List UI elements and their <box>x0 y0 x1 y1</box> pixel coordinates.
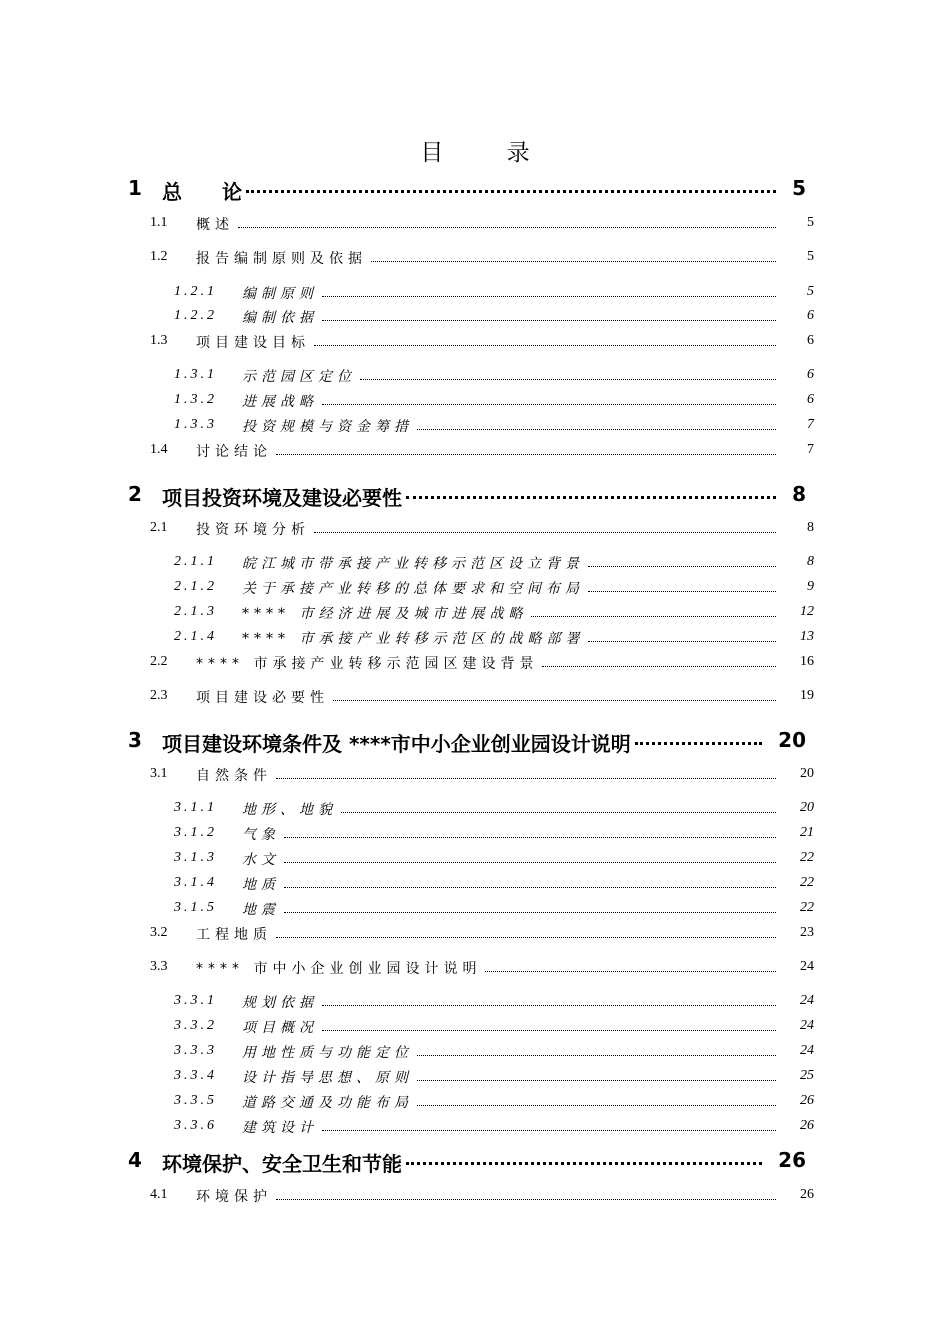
toc-entry-label: 地形、地貌 <box>242 802 337 818</box>
toc-entry-number: 2.1.3 <box>174 604 217 619</box>
toc-entry-label: 编制原则 <box>242 286 318 302</box>
toc-entry[interactable] <box>0 1041 950 1069</box>
toc-entry-number: 3.3 <box>150 959 168 974</box>
toc-entry-label: 建筑设计 <box>242 1120 318 1136</box>
toc-entry-number: 3.1.3 <box>174 850 217 865</box>
toc-dot-leader <box>322 1030 776 1031</box>
toc-dot-leader <box>531 616 776 617</box>
toc-entry-label: 报告编制原则及依据 <box>196 251 367 267</box>
toc-entry-page: 22 <box>800 850 814 865</box>
toc-entry[interactable] <box>0 898 950 926</box>
toc-entry-number: 2 <box>128 482 142 506</box>
toc-dot-leader <box>284 862 776 863</box>
toc-dot-leader <box>417 1055 776 1056</box>
toc-entry-number: 1.2.1 <box>174 284 217 299</box>
toc-entry-label: 水文 <box>242 852 280 868</box>
toc-entry-label: 用地性质与功能定位 <box>242 1045 413 1061</box>
toc-entry[interactable] <box>0 764 950 792</box>
toc-dot-leader <box>314 532 776 533</box>
toc-entry-label: 项目概况 <box>242 1020 318 1036</box>
toc-entry-number: 1.3.2 <box>174 392 217 407</box>
toc-entry-page: 24 <box>800 1043 814 1058</box>
toc-entry-label: **** 市承接产业转移示范区的战略部署 <box>242 631 585 647</box>
toc-entry-number: 3.1.1 <box>174 800 217 815</box>
toc-entry-label: 项目建设目标 <box>196 335 310 351</box>
toc-entry[interactable] <box>0 518 950 546</box>
toc-dot-leader <box>333 700 776 701</box>
toc-entry-label: **** 市经济进展及城市进展战略 <box>242 606 528 622</box>
toc-entry-page: 7 <box>807 442 814 457</box>
toc-entry-number: 3.3.3 <box>174 1043 217 1058</box>
toc-entry-number: 1.2 <box>150 249 168 264</box>
toc-entry[interactable] <box>0 923 950 951</box>
toc-entry-page: 26 <box>800 1093 814 1108</box>
toc-entry-page: 5 <box>807 215 814 230</box>
toc-entry[interactable] <box>0 823 950 851</box>
toc-dot-leader <box>276 937 776 938</box>
toc-entry-number: 3.3.1 <box>174 993 217 1008</box>
toc-entry-label: 关于承接产业转移的总体要求和空间布局 <box>242 581 584 597</box>
toc-dot-leader <box>588 641 776 642</box>
toc-entry-page: 6 <box>807 333 814 348</box>
toc-entry-label: 项目建设必要性 <box>196 690 329 706</box>
toc-dot-leader <box>322 1130 776 1131</box>
toc-entry-page: 9 <box>807 579 814 594</box>
toc-entry-page: 5 <box>786 176 806 200</box>
toc-dot-leader <box>246 190 776 193</box>
toc-entry-page: 16 <box>800 654 814 669</box>
toc-entry[interactable] <box>0 1148 950 1176</box>
toc-entry[interactable] <box>0 873 950 901</box>
toc-entry-label: 环境保护、安全卫生和节能 <box>162 1152 402 1176</box>
toc-dot-leader <box>314 345 776 346</box>
toc-entry-number: 2.1.4 <box>174 629 217 644</box>
toc-entry-number: 2.2 <box>150 654 168 669</box>
toc-entry-number: 4.1 <box>150 1187 168 1202</box>
toc-entry-page: 22 <box>800 900 814 915</box>
toc-dot-leader <box>276 778 776 779</box>
toc-entry-number: 1.1 <box>150 215 168 230</box>
toc-entry[interactable] <box>0 1091 950 1119</box>
toc-entry-label: **** 市中小企业创业园设计说明 <box>196 961 482 977</box>
toc-entry-label: 工程地质 <box>196 927 272 943</box>
toc-entry-page: 26 <box>800 1187 814 1202</box>
toc-entry-label: 总 论 <box>162 180 242 204</box>
toc-entry[interactable] <box>0 627 950 655</box>
toc-dot-leader <box>406 1162 762 1165</box>
toc-entry-number: 2.3 <box>150 688 168 703</box>
toc-entry-number: 1.3.3 <box>174 417 217 432</box>
toc-entry[interactable] <box>0 652 950 680</box>
toc-entry[interactable] <box>0 213 950 241</box>
toc-entry-page: 20 <box>800 800 814 815</box>
toc-entry-number: 3.1.4 <box>174 875 217 890</box>
toc-dot-leader <box>284 887 776 888</box>
toc-entry-page: 24 <box>800 959 814 974</box>
toc-entry-page: 12 <box>800 604 814 619</box>
toc-entry-page: 20 <box>772 728 806 752</box>
toc-entry-page: 24 <box>800 1018 814 1033</box>
toc-entry-number: 1.4 <box>150 442 168 457</box>
toc-entry-page: 5 <box>807 249 814 264</box>
toc-entry[interactable] <box>0 991 950 1019</box>
toc-dot-leader <box>635 742 762 745</box>
toc-entry-page: 13 <box>800 629 814 644</box>
toc-entry-label: 自然条件 <box>196 768 272 784</box>
toc-entry-page: 20 <box>800 766 814 781</box>
toc-entry-label: 皖江城市带承接产业转移示范区设立背景 <box>242 556 584 572</box>
toc-entry-number: 4 <box>128 1148 142 1172</box>
toc-entry-label: 编制依据 <box>242 310 318 326</box>
toc-entry[interactable] <box>0 247 950 275</box>
toc-dot-leader <box>322 1005 776 1006</box>
toc-entry-label: 投资环境分析 <box>196 522 310 538</box>
toc-entry-label: 地质 <box>242 877 280 893</box>
toc-entry-page: 19 <box>800 688 814 703</box>
toc-dot-leader <box>284 912 776 913</box>
toc-entry-page: 8 <box>786 482 806 506</box>
toc-entry-number: 1.3.1 <box>174 367 217 382</box>
toc-entry[interactable] <box>0 415 950 443</box>
toc-entry[interactable] <box>0 365 950 393</box>
toc-entry-label: 规划依据 <box>242 995 318 1011</box>
toc-entry-number: 3.1.5 <box>174 900 217 915</box>
toc-entry-number: 3.3.6 <box>174 1118 217 1133</box>
toc-title: 目 录 <box>420 140 558 166</box>
toc-entry-page: 8 <box>807 520 814 535</box>
toc-entry[interactable] <box>0 390 950 418</box>
toc-entry[interactable] <box>0 848 950 876</box>
toc-dot-leader <box>417 429 776 430</box>
toc-dot-leader <box>542 666 776 667</box>
toc-entry-number: 3.3.2 <box>174 1018 217 1033</box>
toc-entry-label: 设计指导思想、原则 <box>242 1070 413 1086</box>
toc-entry-page: 24 <box>800 993 814 1008</box>
toc-entry-label: 示范园区定位 <box>242 369 356 385</box>
toc-entry[interactable] <box>0 798 950 826</box>
toc-dot-leader <box>276 1199 776 1200</box>
toc-entry[interactable] <box>0 1116 950 1144</box>
toc-entry-number: 2.1.1 <box>174 554 217 569</box>
toc-entry-label: 概述 <box>196 217 234 233</box>
toc-entry-number: 3.3.5 <box>174 1093 217 1108</box>
toc-entry-number: 3 <box>128 728 142 752</box>
toc-entry-page: 7 <box>807 417 814 432</box>
toc-dot-leader <box>276 454 776 455</box>
toc-entry-page: 6 <box>807 308 814 323</box>
toc-entry[interactable] <box>0 306 950 334</box>
toc-entry-page: 6 <box>807 392 814 407</box>
toc-entry[interactable] <box>0 552 950 580</box>
toc-entry-page: 21 <box>800 825 814 840</box>
toc-entry-page: 5 <box>807 284 814 299</box>
toc-entry-label: 环境保护 <box>196 1189 272 1205</box>
toc-entry[interactable] <box>0 686 950 714</box>
toc-entry[interactable] <box>0 1016 950 1044</box>
toc-entry-number: 3.1.2 <box>174 825 217 840</box>
toc-dot-leader <box>588 566 776 567</box>
toc-entry-number: 2.1 <box>150 520 168 535</box>
toc-entry-number: 1 <box>128 176 142 200</box>
toc-entry-label: 投资规模与资金筹措 <box>242 419 413 435</box>
toc-entry-number: 3.3.4 <box>174 1068 217 1083</box>
toc-entry[interactable] <box>0 440 950 468</box>
toc-entry[interactable] <box>0 577 950 605</box>
toc-entry[interactable] <box>0 957 950 985</box>
toc-dot-leader <box>360 379 776 380</box>
toc-dot-leader <box>417 1080 776 1081</box>
toc-dot-leader <box>238 227 776 228</box>
toc-entry-page: 23 <box>800 925 814 940</box>
toc-entry-label: 道路交通及功能布局 <box>242 1095 413 1111</box>
toc-dot-leader <box>417 1105 776 1106</box>
toc-entry[interactable] <box>0 1185 950 1213</box>
toc-entry-label: 项目建设环境条件及 ****市中小企业创业园设计说明 <box>162 732 631 756</box>
toc-dot-leader <box>406 496 776 499</box>
toc-entry-label: 项目投资环境及建设必要性 <box>162 486 402 510</box>
toc-entry[interactable] <box>0 482 950 510</box>
toc-entry-label: 气象 <box>242 827 280 843</box>
toc-entry-label: 讨论结论 <box>196 444 272 460</box>
toc-entry[interactable] <box>0 331 950 359</box>
toc-entry-page: 26 <box>772 1148 806 1172</box>
toc-entry-page: 8 <box>807 554 814 569</box>
toc-dot-leader <box>588 591 776 592</box>
toc-entry[interactable] <box>0 176 950 204</box>
toc-entry-label: 进展战略 <box>242 394 318 410</box>
toc-entry[interactable] <box>0 602 950 630</box>
toc-dot-leader <box>284 837 776 838</box>
toc-dot-leader <box>485 971 776 972</box>
toc-entry-page: 26 <box>800 1118 814 1133</box>
toc-dot-leader <box>322 404 776 405</box>
toc-entry-number: 3.1 <box>150 766 168 781</box>
toc-entry-page: 25 <box>800 1068 814 1083</box>
toc-entry[interactable] <box>0 1066 950 1094</box>
toc-dot-leader <box>371 261 776 262</box>
toc-entry-page: 6 <box>807 367 814 382</box>
toc-entry-label: **** 市承接产业转移示范园区建设背景 <box>196 656 539 672</box>
toc-entry-number: 3.2 <box>150 925 168 940</box>
toc-entry-number: 1.3 <box>150 333 168 348</box>
toc-entry[interactable] <box>0 728 950 756</box>
toc-entry-label: 地震 <box>242 902 280 918</box>
toc-entry-page: 22 <box>800 875 814 890</box>
toc-dot-leader <box>322 320 776 321</box>
toc-entry-number: 2.1.2 <box>174 579 217 594</box>
toc-dot-leader <box>341 812 776 813</box>
toc-dot-leader <box>322 296 776 297</box>
toc-entry-number: 1.2.2 <box>174 308 217 323</box>
